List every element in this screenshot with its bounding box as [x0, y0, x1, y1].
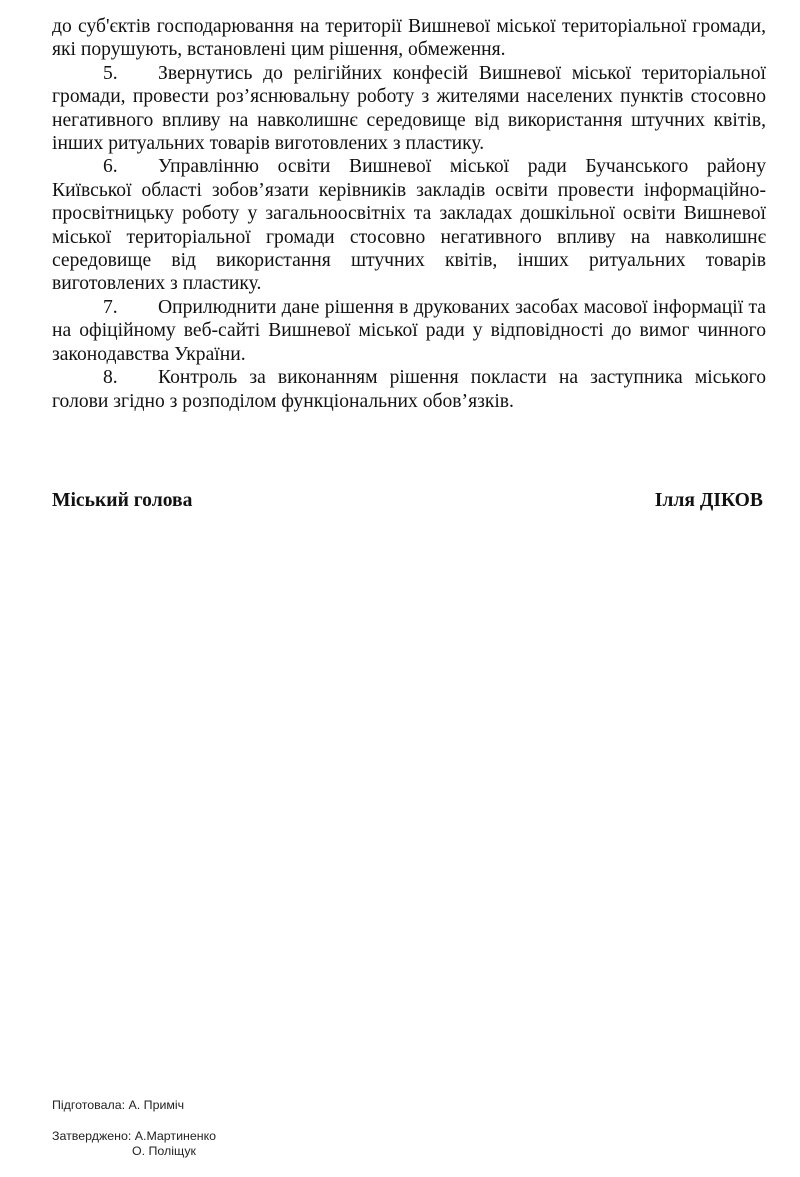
- signature-block: [52, 490, 763, 512]
- approved-by-note: [52, 1129, 216, 1159]
- paragraph-number: 7.: [103, 296, 118, 318]
- signature-position: Міський голова: [52, 490, 193, 511]
- paragraph-number: 5.: [103, 62, 118, 84]
- paragraph-number: 6.: [103, 156, 118, 178]
- approved-by-line-2: О. Поліщук: [132, 1144, 196, 1158]
- paragraph-item-8: [52, 366, 766, 413]
- paragraph-continuation: [52, 15, 766, 62]
- prepared-by-note: [52, 1098, 184, 1113]
- paragraph-text: Контроль за виконанням рішення покласти на заступника міського голови згідно з розподілом функціональних обов’язків.: [52, 367, 766, 412]
- paragraph-text: Оприлюднити дане рішення в друкованих засобах масової інформації та на офіційному веб-сайті Вишневої міської ради у відповідності до вимог чинного законодавства України.: [52, 296, 766, 365]
- paragraph-text: Звернутись до релігійних конфесій Вишневої міської територіальної громади, провести роз’яснювальну роботу з жителями населених пунктів стосовно негативного впливу на навколишнє середовище від використання штучних квітів, інших ритуальних товарів виготовлених з пластику.: [52, 62, 766, 155]
- paragraph-item-6: [52, 155, 766, 295]
- paragraph-number: 8.: [103, 367, 118, 389]
- prepared-by-text: Підготовала: А. Приміч: [52, 1098, 185, 1112]
- signature-name: Ілля ДІКОВ: [654, 490, 763, 511]
- paragraph-item-5: [52, 62, 766, 156]
- paragraph-text: Управлінню освіти Вишневої міської ради Бучанського району Київської області зобов’язати керівників закладів освіти провести інформаційно-просвітницьку роботу у загальноосвітніх та закладах дошкільної освіти Вишневої міської територіальної громади стосовно негативного впливу на навколишнє середовище від використання штучних квітів, інших ритуальних товарів виготовлених з пластику.: [52, 156, 766, 295]
- paragraph-text: до суб'єктів господарювання на території Вишневої міської територіальної громади, які порушують, встановлені цим рішення, обмеження.: [52, 16, 766, 61]
- paragraph-item-7: [52, 296, 766, 366]
- approved-by-line-1: Затверджено: А.Мартиненко: [52, 1129, 217, 1143]
- decision-body: [52, 15, 766, 413]
